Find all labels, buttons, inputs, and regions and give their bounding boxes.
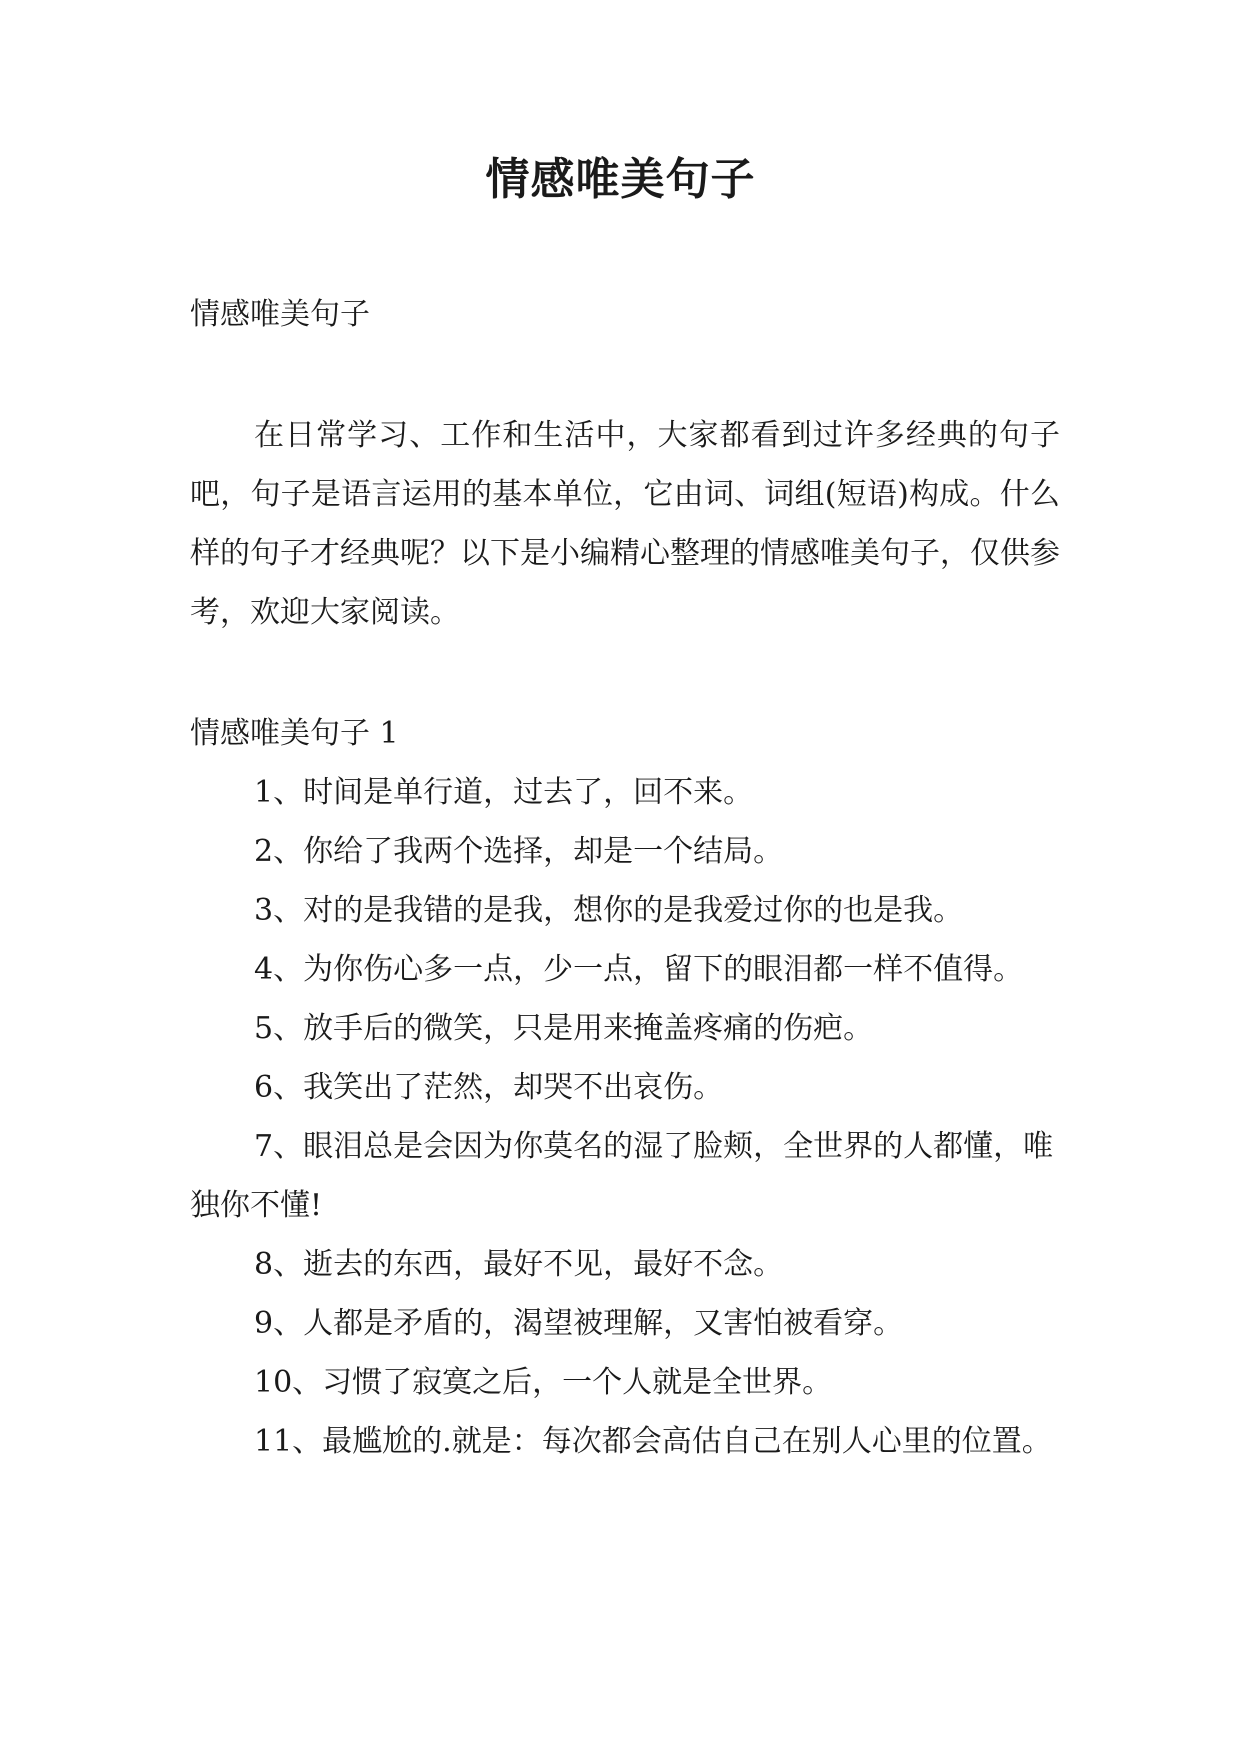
- list-item: 7、眼泪总是会因为你莫名的湿了脸颊，全世界的人都懂，唯独你不懂!: [190, 1129, 1054, 1223]
- document-body: [190, 285, 1060, 1471]
- list-item: 6、我笑出了茫然，却哭不出哀伤。: [254, 1070, 724, 1105]
- list-item: 2、你给了我两个选择，却是一个结局。: [254, 834, 784, 869]
- document-title: 情感唯美句子: [485, 154, 756, 205]
- list-item: 11、最尴尬的.就是：每次都会高估自己在别人心里的位置。: [254, 1424, 1052, 1459]
- list-item: 8、逝去的东西，最好不见，最好不念。: [254, 1247, 784, 1282]
- list-item: 5、放手后的微笑，只是用来掩盖疼痛的伤疤。: [254, 1011, 874, 1046]
- section-heading: 情感唯美句子 1: [190, 716, 399, 751]
- spacer: [190, 344, 1060, 406]
- list-item: 1、时间是单行道，过去了，回不来。: [254, 775, 754, 810]
- list-item: 3、对的是我错的是我，想你的是我爱过你的也是我。: [254, 893, 964, 928]
- list-item: 9、人都是矛盾的，渴望被理解，又害怕被看穿。: [254, 1306, 904, 1341]
- list-item: 10、习惯了寂寞之后，一个人就是全世界。: [254, 1365, 833, 1400]
- intro-paragraph: 在日常学习、工作和生活中，大家都看到过许多经典的句子吧，句子是语言运用的基本单位，它由词、词组(短语)构成。什么样的句子才经典呢？以下是小编精心整理的情感唯美句子，仅供参考，欢迎大家阅读。: [190, 418, 1060, 630]
- spacer: [190, 642, 1060, 704]
- list-item: 4、为你伤心多一点，少一点，留下的眼泪都一样不值得。: [254, 952, 1024, 987]
- document-subtitle: 情感唯美句子: [190, 297, 370, 332]
